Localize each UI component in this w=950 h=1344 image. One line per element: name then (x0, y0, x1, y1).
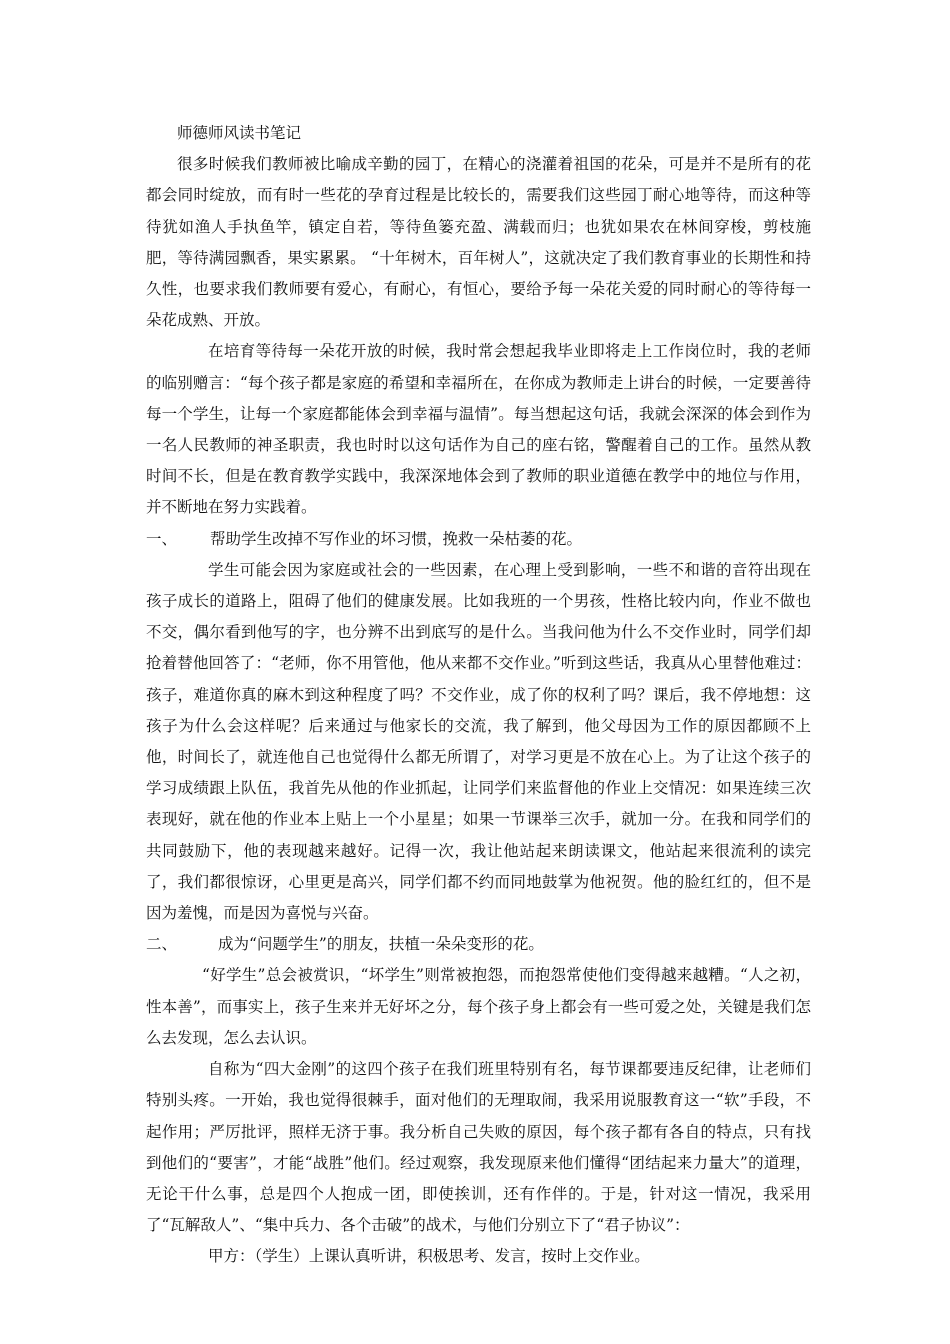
paragraph-homework-story: 学生可能会因为家庭或社会的一些因素，在心理上受到影响，一些不和谐的音符出现在孩子成长的道路上，阻碍了他们的健康发展。比如我班的一个男孩，性格比较内向，作业不做也不交，偶尔看到他写的字，也分辨不出到底写的是什么。当我问他为什么不交作业时，同学们却抢着替他回答了：“老师，你不用管他，他从来都不交作业。”听到这些话，我真从心里替他难过：孩子，难道你真的麻木到这种程度了吗？不交作业，成了你的权利了吗？课后，我不停地想：这孩子为什么会这样呢？后来通过与他家长的交流，我了解到，他父母因为工作的原因都顾不上他，时间长了，就连他自己也觉得什么都无所谓了，对学习更是不放在心上。为了让这个孩子的学习成绩跟上队伍，我首先从他的作业抓起，让同学们来监督他的作业上交情况：如果连续三次表现好，就在他的作业本上贴上一个小星星；如果一节课举三次手，就加一分。在我和同学们的共同鼓励下，他的表现越来越好。记得一次，我让他站起来朗读课文，他站起来很流利的读完了，我们都很惊讶，心里更是高兴，同学们都不约而同地鼓掌为他祝贺。他的脸红红的，但不是因为羞愧，而是因为喜悦与兴奋。 (146, 560, 811, 923)
paragraph-good-bad-students: “好学生”总会被赏识，“坏学生”则常被抱怨，而抱怨常使他们变得越来越糟。“人之初，性本善”，而事实上，孩子生来并无好坏之分，每个孩子身上都会有一些可爱之处，关键是我们怎么去发现，怎么去认识。 (146, 966, 811, 1047)
paragraph-agreement-party-a: 甲方：（学生）上课认真听讲，积极思考、发言，按时上交作业。 (208, 1247, 650, 1266)
paragraph-four-kings: 自称为“四大金刚”的这四个孩子在我们班里特别有名，每节课都要违反纪律，让老师们特别头疼。一开始，我也觉得很棘手，面对他们的无理取闹，我采用说服教育这一“软”手段，不起作用；严厉批评，照样无济于事。我分析自己失败的原因，每个孩子都有各自的特点，只有找到他们的“要害”，才能“战胜”他们。经过观察，我发现原来他们懂得“团结起来力量大”的道理，无论干什么事，总是四个人抱成一团，即使挨训，还有作伴的。于是，针对这一情况，我采用了“瓦解敌人”、“集中兵力、各个击破”的战术，与他们分别立下了“君子协议”： (146, 1060, 811, 1235)
section-number-1: 一、 (146, 529, 178, 548)
section-title-2: 成为“问题学生”的朋友，扶植一朵朵变形的花。 (218, 935, 544, 954)
document-title: 师德师风读书笔记 (177, 124, 302, 142)
document-page (146, 118, 811, 1273)
section-title-1: 帮助学生改掉不写作业的坏习惯，挽救一朵枯萎的花。 (210, 529, 583, 548)
section-heading-1 (146, 524, 811, 555)
paragraph-teacher-advice: 在培育等待每一朵花开放的时候，我时常会想起我毕业即将走上工作岗位时，我的老师的临别赠言：“每个孩子都是家庭的希望和幸福所在，在你成为教师走上讲台的时候，一定要善待每一个学生，让每一个家庭都能体会到幸福与温情”。每当想起这句话，我就会深深的体会到作为一名人民教师的神圣职责，我也时时以这句话作为自己的座右铭，警醒着自己的工作。虽然从教时间不长，但是在教育教学实践中，我深深地体会到了教师的职业道德在教学中的地位与作用，并不断地在努力实践着。 (146, 342, 811, 517)
section-number-2: 二、 (146, 935, 178, 954)
paragraph-intro: 很多时候我们教师被比喻成辛勤的园丁，在精心的浇灌着祖国的花朵，可是并不是所有的花都会同时绽放，而有时一些花的孕育过程是比较长的，需要我们这些园丁耐心地等待，而这种等待犹如渔人手执鱼竿，镇定自若，等待鱼篓充盈、满载而归；也犹如果农在林间穿梭，剪枝施肥，等待满园飘香，果实累累。 “十年树木，百年树人”，这就决定了我们教育事业的长期性和持久性，也要求我们教师要有爱心，有耐心，有恒心，要给予每一朵花关爱的同时耐心的等待每一朵花成熟、开放。 (146, 155, 811, 330)
section-heading-2 (146, 929, 811, 960)
